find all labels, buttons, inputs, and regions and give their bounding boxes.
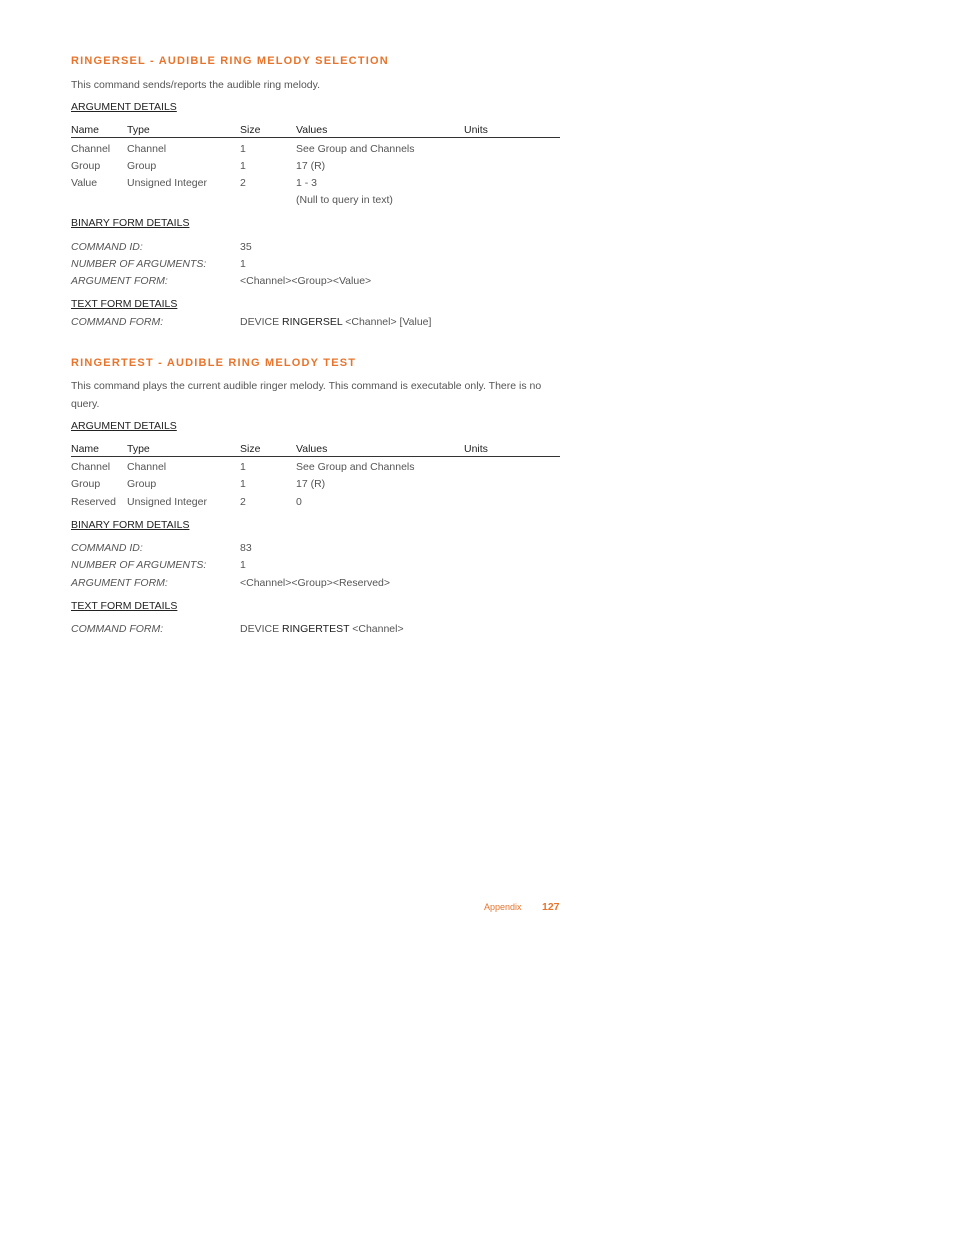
- col-header-name: Name: [71, 443, 100, 455]
- argument-details-heading: ARGUMENT DETAILS: [71, 101, 177, 113]
- command-form-value: [240, 316, 431, 328]
- col-header-type: Type: [127, 443, 150, 455]
- text-form-heading: TEXT FORM DETAILS: [71, 298, 178, 310]
- command-form-row: [71, 623, 561, 640]
- table-row: [71, 143, 560, 160]
- table-header-row: [71, 124, 560, 138]
- command-form-label: COMMAND FORM:: [71, 623, 164, 635]
- arg-form-value: <Channel><Group><Reserved>: [240, 577, 391, 589]
- cell-name: Group: [71, 478, 101, 490]
- argument-details-heading: ARGUMENT DETAILS: [71, 420, 177, 432]
- command-id-label: COMMAND ID:: [71, 241, 143, 253]
- arg-form-label: ARGUMENT FORM:: [71, 275, 168, 287]
- cell-name: Value: [71, 177, 98, 189]
- command-form-keyword: RINGERTEST: [282, 623, 350, 635]
- col-header-size: Size: [240, 443, 261, 455]
- cell-name: Reserved: [71, 496, 116, 508]
- col-header-units: Units: [464, 443, 488, 455]
- cell-values: 0: [296, 496, 302, 508]
- command-id-value: 35: [240, 241, 252, 253]
- col-header-values: Values: [296, 443, 328, 455]
- cell-values: 17 (R): [296, 160, 326, 172]
- cell-type: Channel: [127, 461, 167, 473]
- table-header-row: [71, 443, 560, 457]
- table-row: [71, 160, 560, 177]
- arg-form-row: [71, 275, 561, 292]
- cell-values: 17 (R): [296, 478, 326, 490]
- command-form-row: [71, 316, 561, 333]
- cell-size: 1: [240, 478, 246, 490]
- cell-type: Unsigned Integer: [127, 496, 207, 508]
- cell-name: Group: [71, 160, 101, 172]
- binary-form-heading: BINARY FORM DETAILS: [71, 217, 190, 229]
- cell-name: Channel: [71, 461, 111, 473]
- binary-form-heading: BINARY FORM DETAILS: [71, 519, 190, 531]
- arg-form-label: ARGUMENT FORM:: [71, 577, 168, 589]
- command-id-value: 83: [240, 542, 252, 554]
- num-args-value: 1: [240, 559, 246, 571]
- command-form-prefix: DEVICE: [240, 316, 283, 328]
- command-form-prefix: DEVICE: [240, 623, 283, 635]
- table-row: [71, 496, 560, 513]
- command-form-keyword: RINGERSEL: [282, 316, 343, 328]
- cell-name: Channel: [71, 143, 111, 155]
- footer-section-label: Appendix: [484, 902, 522, 912]
- section-description: This command sends/reports the audible ring melody.: [71, 79, 321, 91]
- command-id-row: [71, 241, 561, 258]
- cell-size: 1: [240, 160, 246, 172]
- cell-size: 2: [240, 496, 246, 508]
- cell-type: Unsigned Integer: [127, 177, 207, 189]
- command-id-row: [71, 542, 561, 559]
- cell-values: (Null to query in text): [296, 194, 393, 206]
- num-args-label: NUMBER OF ARGUMENTS:: [71, 559, 207, 571]
- num-args-row: [71, 258, 561, 275]
- table-row: [71, 478, 560, 495]
- col-header-type: Type: [127, 124, 150, 136]
- command-id-label: COMMAND ID:: [71, 542, 143, 554]
- cell-type: Group: [127, 478, 157, 490]
- section-title-ringertest: RINGERTEST - AUDIBLE RING MELODY TEST: [71, 357, 357, 369]
- table-row: [71, 461, 560, 478]
- cell-type: Group: [127, 160, 157, 172]
- arg-form-row: [71, 577, 561, 594]
- page-number: 127: [542, 901, 560, 913]
- command-form-label: COMMAND FORM:: [71, 316, 164, 328]
- cell-values: See Group and Channels: [296, 143, 415, 155]
- col-header-name: Name: [71, 124, 100, 136]
- table-row: [71, 194, 560, 211]
- command-form-suffix: <Channel>: [349, 623, 404, 635]
- section-description: This command plays the current audible ringer melody. This command is executable only. There is no query.: [71, 380, 542, 410]
- num-args-value: 1: [240, 258, 246, 270]
- cell-size: 1: [240, 143, 246, 155]
- cell-size: 1: [240, 461, 246, 473]
- num-args-label: NUMBER OF ARGUMENTS:: [71, 258, 207, 270]
- text-form-heading: TEXT FORM DETAILS: [71, 600, 178, 612]
- cell-values: 1 - 3: [296, 177, 318, 189]
- col-header-values: Values: [296, 124, 328, 136]
- col-header-size: Size: [240, 124, 261, 136]
- cell-type: Channel: [127, 143, 167, 155]
- section-title-ringersel: RINGERSEL - AUDIBLE RING MELODY SELECTION: [71, 55, 389, 67]
- cell-size: 2: [240, 177, 246, 189]
- table-row: [71, 177, 560, 194]
- command-form-value: [240, 623, 404, 635]
- col-header-units: Units: [464, 124, 488, 136]
- arg-form-value: <Channel><Group><Value>: [240, 275, 372, 287]
- command-form-suffix: <Channel> [Value]: [342, 316, 432, 328]
- cell-values: See Group and Channels: [296, 461, 415, 473]
- num-args-row: [71, 559, 561, 576]
